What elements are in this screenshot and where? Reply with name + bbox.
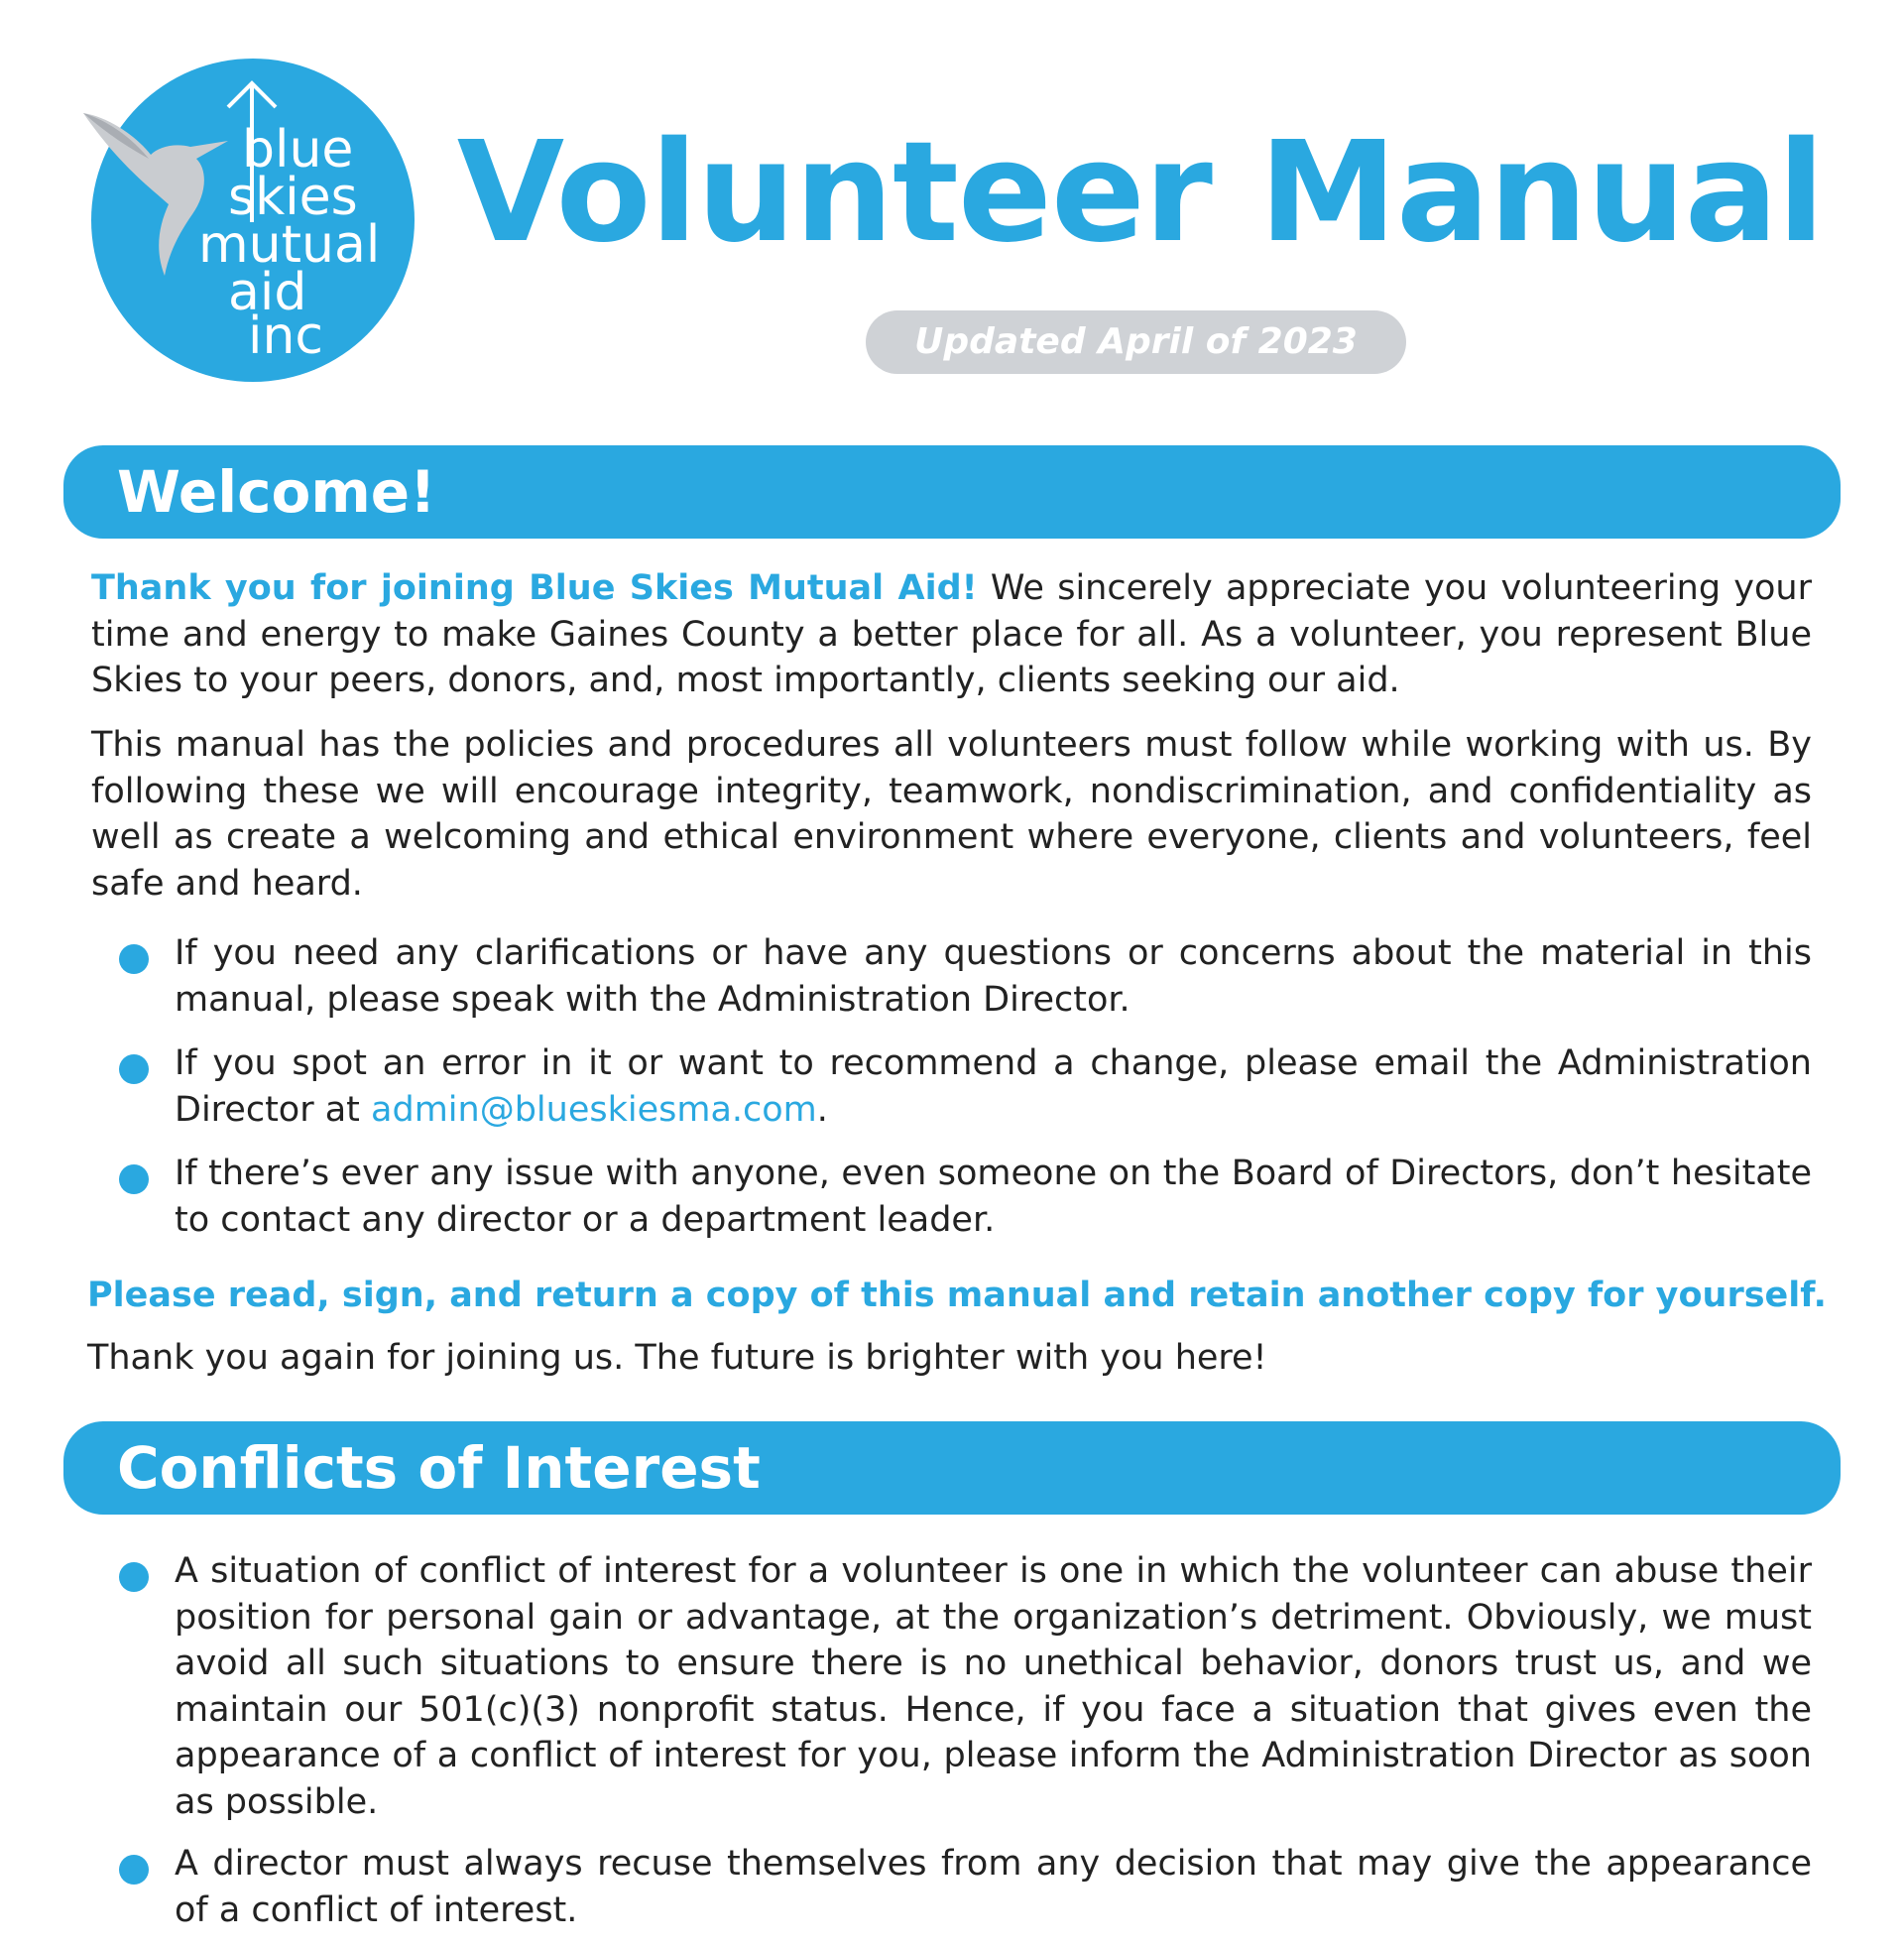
- welcome-intro-paragraph: [91, 565, 1812, 704]
- logo-text-line: blue: [242, 120, 354, 180]
- thanks-note: Thank you again for joining us. The future is brighter with you here!: [87, 1338, 1267, 1378]
- bullet-text-end: .: [816, 1089, 828, 1130]
- logo-text-line: mutual: [198, 215, 381, 275]
- bullet-dot-icon: [119, 1164, 149, 1194]
- section-heading-conflicts: Conflicts of Interest: [63, 1421, 1841, 1515]
- hummingbird-arrow-icon: [79, 56, 422, 383]
- logo-text-line: inc: [248, 306, 323, 366]
- page-title: Volunteer Manual: [456, 112, 1825, 274]
- bullet-text: If there’s ever any issue with anyone, even someone on the Board of Directors, don’t hesitate to contact any director or a department leader.: [175, 1154, 1812, 1240]
- admin-email-link[interactable]: admin@blueskiesma.com: [371, 1089, 817, 1130]
- conflicts-bullet-list: [91, 1548, 1812, 1949]
- section-heading-welcome: Welcome!: [63, 445, 1841, 539]
- updated-date-badge: Updated April of 2023: [866, 310, 1406, 374]
- sign-return-note: Please read, sign, and return a copy of this manual and retain another copy for yourself.: [87, 1276, 1827, 1315]
- list-item: [91, 1040, 1812, 1133]
- bullet-text: If you need any clarifications or have any questions or concerns about the material in this manual, please speak with the Administration Director.: [175, 933, 1812, 1020]
- bullet-dot-icon: [119, 1855, 149, 1885]
- logo-text-line: skies: [228, 168, 358, 227]
- list-item: [91, 1151, 1812, 1243]
- bullet-text: If you spot an error in it or want to recommend a change, please email the Administration Director at: [175, 1043, 1812, 1130]
- bullet-dot-icon: [119, 1054, 149, 1084]
- bullet-text: A director must always recuse themselves from any decision that may give the appearance of a conflict of interest.: [175, 1844, 1812, 1930]
- welcome-intro-lead: Thank you for joining Blue Skies Mutual Aid!: [91, 568, 978, 608]
- organization-logo: [79, 56, 422, 383]
- bullet-text: A situation of conflict of interest for a volunteer is one in which the volunteer can abuse their position for personal gain or advantage, at the organization’s detriment. Obviously, we must avoid all such situations to ensure there is no unethical behavior, donors trust us, and we maintain our 501(c)(3) nonprofit status. Hence, if you face a situation that gives even the appearance of a conflict of interest for you, please inform the Administration Director as soon as possible.: [175, 1551, 1812, 1822]
- list-item: [91, 930, 1812, 1023]
- bullet-dot-icon: [119, 1562, 149, 1592]
- logo-text-line: aid: [228, 263, 307, 322]
- welcome-intro-text: We sincerely appreciate you volunteering your time and energy to make Gaines County a better place for all. As a volunteer, you represent Blue Skies to your peers, donors, and, most importantly, clients seeking our aid.: [91, 568, 1812, 700]
- manual-purpose-paragraph: This manual has the policies and procedures all volunteers must follow while working with us. By following these we will encourage integrity, teamwork, nondiscrimination, and confidentiality as well as create a welcoming and ethical environment where everyone, clients and volunteers, feel safe and heard.: [91, 725, 1812, 904]
- list-item: [91, 1841, 1812, 1933]
- list-item: [91, 1548, 1812, 1825]
- bullet-dot-icon: [119, 944, 149, 974]
- welcome-bullet-list: [91, 930, 1812, 1261]
